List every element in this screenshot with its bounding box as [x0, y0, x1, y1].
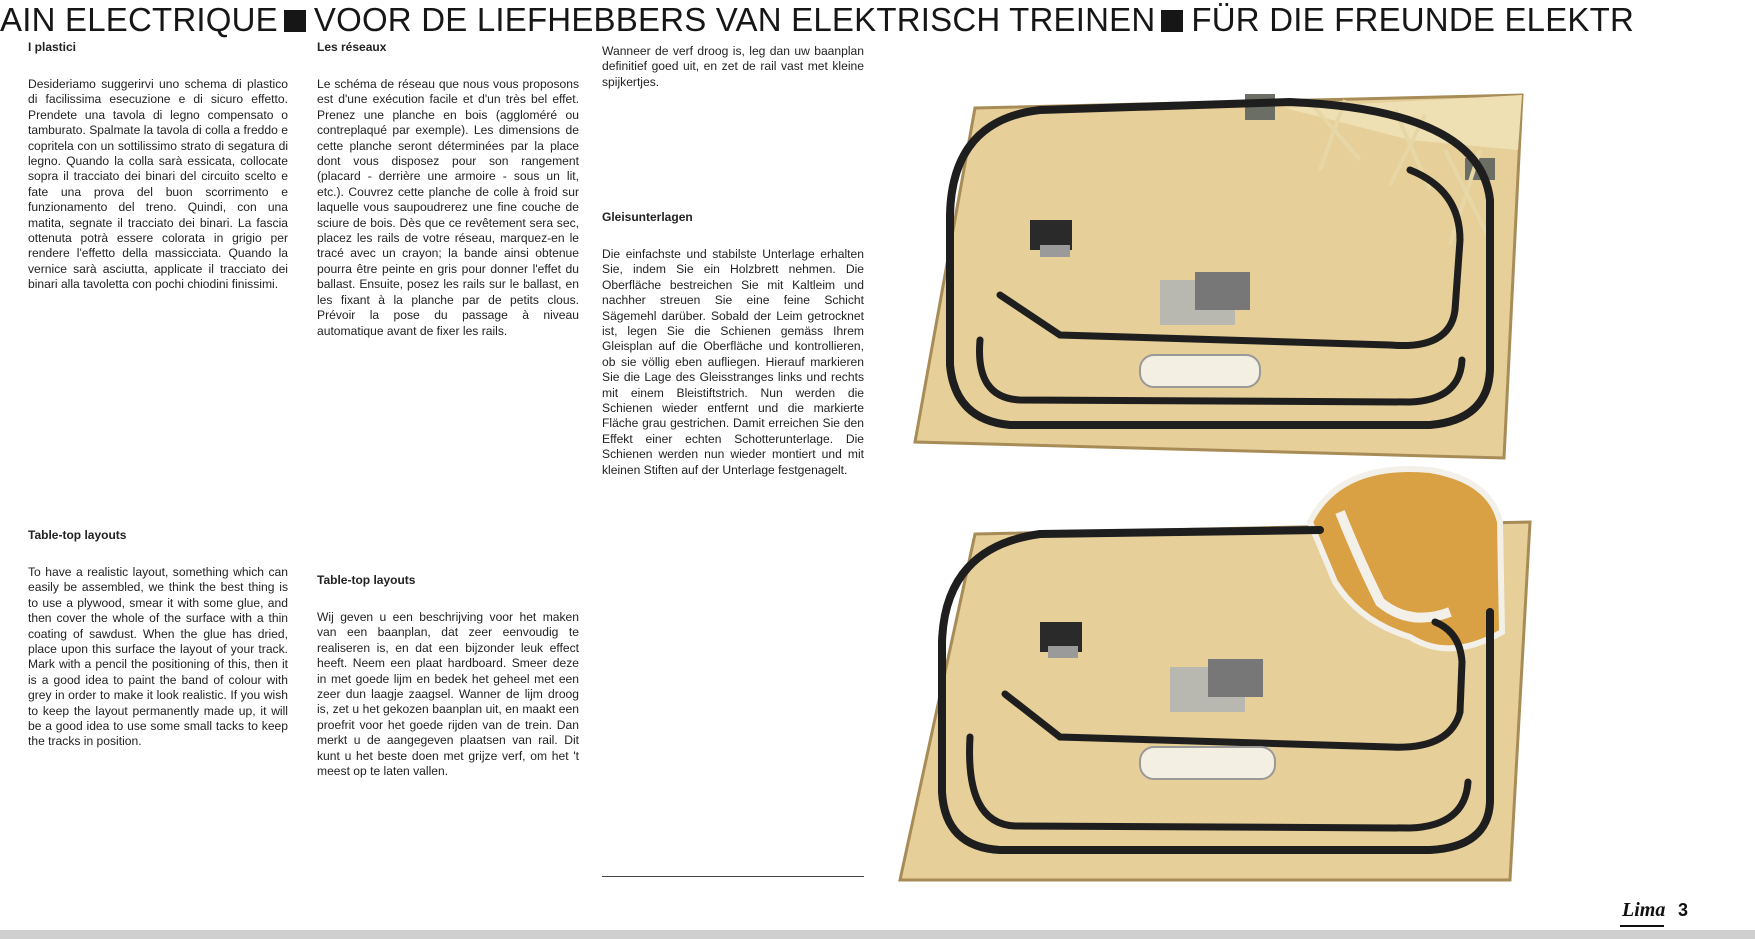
- intro-paragraph: Wanneer de verf droog is, leg dan uw baanplan definitief goed uit, en zet de rail vast met kleine spijkertjes.: [602, 44, 864, 89]
- section-body: Wij geven u een beschrijving voor het maken van een baanplan, dat zeer eenvoudig te realiseren is, en dat een bijzonder leuk effect heeft. Neem een plaat hardboard. Smeer deze in met goede lijm en bedek het geheel met een zeer dun laagje zaagsel. Wanner de lijm droog is, zet u het gekozen baanplan uit, en maakt een proefrit voor het goede rijden van de trein. Dan merkt u de aangegeven plaatsen van rail. Dit kunt u het beste doen met grijze verf, om het 't meest op te laten vallen.: [317, 610, 579, 779]
- section-heading: Gleisunterlagen: [602, 210, 693, 224]
- column-dutch-continued: [602, 44, 864, 90]
- column-italian: [28, 40, 288, 293]
- layout-photo-mountain: [890, 462, 1580, 887]
- page-number: 3: [1678, 900, 1689, 920]
- station-platform: [1140, 355, 1260, 387]
- column-divider-rule: [602, 876, 864, 877]
- banner-segment-fr: AIN ELECTRIQUE: [0, 1, 278, 38]
- section-body: Le schéma de réseau que nous vous proposons est d'une exécution facile et d'un très bel effet. Prenez une planche en bois (aggloméré ou contreplaqué par exemple). Les dimensions de cette planche seront déterminées par la place dont vous disposez pour son rangement (placard - derrière une armoire - sous un lit, etc.). Couvrez cette planche de colle à froid sur laquelle vous saupoudrerez une fine couche de sciure de bois. Dès que ce revêtement sera sec, placez les rails de votre réseau, marquez-en le tracé avec un crayon; la bande ainsi obtenue pourra être peinte en gris pour donner l'effet du ballast. Ensuite, posez les rails sur le ballast, en les fixant à la planche par de petits clous. Prévoir la pose du passage à niveau automatique avant de fixer les rails.: [317, 77, 579, 338]
- banner-separator-square: [284, 10, 306, 32]
- brand-logo: Lima: [1622, 899, 1666, 921]
- banner-separator-square: [1161, 10, 1183, 32]
- section-heading: Table-top layouts: [317, 573, 416, 587]
- station-platform: [1140, 747, 1275, 779]
- page-bottom-edge: [0, 930, 1755, 939]
- page-banner: [0, 0, 1755, 42]
- column-german: [602, 210, 864, 478]
- banner-segment-de: FÜR DIE FREUNDE ELEKTR: [1191, 1, 1635, 38]
- banner-segment-nl: VOOR DE LIEFHEBBERS VAN ELEKTRISCH TREINEN: [313, 1, 1156, 38]
- section-body: To have a realistic layout, something which can easily be assembled, we think the best thing is to use a plywood, smear it with some glue, and then cover the whole of the surface with a thin coating of sawdust. When the glue has dried, place upon this surface the layout of your track. Mark with a pencil the positioning of this, then it is a good idea to paint the band of colour with grey in order to make it look realistic. If you wish to keep the layout permanently made up, it will be a good idea to use some small tacks to keep the tracks in position.: [28, 565, 288, 749]
- section-heading: Les réseaux: [317, 40, 387, 54]
- column-dutch: [317, 573, 579, 779]
- section-heading: I plastici: [28, 40, 77, 54]
- column-english: [28, 528, 288, 750]
- layout-photo-flat: [890, 40, 1580, 470]
- section-heading: Table-top layouts: [28, 528, 127, 542]
- section-body: Desideriamo suggerirvi uno schema di plastico di facilissima esecuzione e di sicuro effetto. Prendete una tavola di legno compensato o tamburato. Spalmate la tavola di colla a freddo e copritela con un sottilissimo strato di segatura di legno. Quando la colla sarà essicata, collocate sopra il tracciato dei binari del circuito scelto e fate una prova del buon scorrimento e funzionamento del treno. Quindi, con una matita, segnate il tracciato dei binari. La fascia ottenuta potrà essere colorata in grigio per rendere l'effetto della massicciata. Quando la vernice sarà asciutta, applicate il tracciato dei binari alla tavoletta con pochi chiodini finissimi.: [28, 77, 288, 292]
- section-body: Die einfachste und stabilste Unterlage erhalten Sie, indem Sie ein Holzbrett nehmen. Die Oberfläche bestreichen Sie mit Kaltleim und nachher streuen Sie eine feine Schicht Sägemehl darüber. Sobald der Leim getrocknet ist, legen Sie die Schienen gemäss Ihrem Gleisplan auf die Oberfläche und kontrollieren, ob sie völlig eben aufliegen. Hierauf markieren Sie die Lage des Gleisstranges links und rechts mit einem Bleistiftstrich. Nun werden die Schienen wieder entfernt und die markierte Fläche grau gestrichen. Damit erreichen Sie den Effekt einer echten Schotterunterlage. Die Schienen werden nun wieder montiert und mit kleinen Stiften auf der Unterlage festgenagelt.: [602, 247, 864, 477]
- logo-underline: [1620, 925, 1664, 927]
- column-french: [317, 40, 579, 339]
